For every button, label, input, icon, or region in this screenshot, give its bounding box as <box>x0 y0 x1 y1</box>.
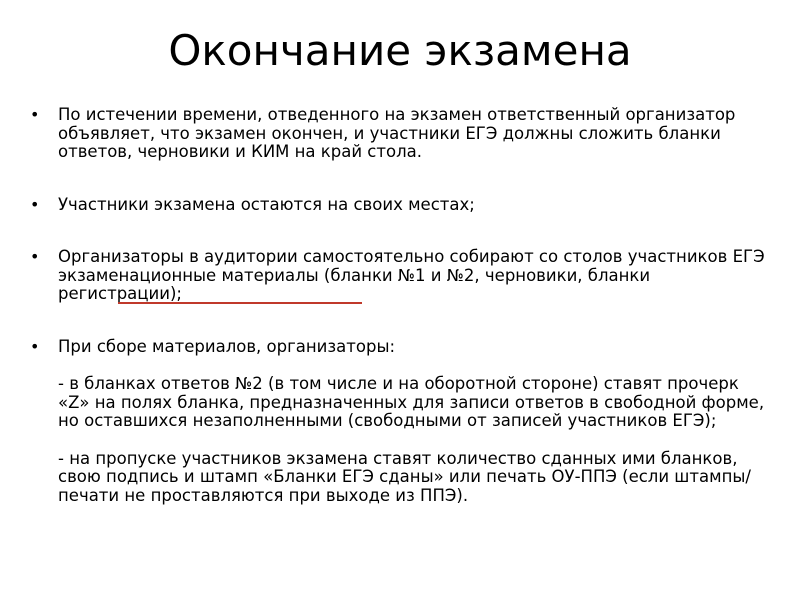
bullet-text: Организаторы в аудитории самостоятельно собирают со столов участников ЕГЭ экзаменационные материалы (бланки №1 и №2, черновики, бланки регистрации); <box>58 247 765 303</box>
bullet-text: По истечении времени, отведенного на экзамен ответственный организатор объявляет, что экзамен окончен, и участники ЕГЭ должны сложить бланки ответов, черновики и КИМ на край стола. <box>58 105 736 161</box>
bullet-item-collect-materials <box>30 248 775 304</box>
sub-paragraph-answer-forms: - в бланках ответов №2 (в том числе и на оборотной стороне) ставят прочерк «Z» на полях бланка, предназначенных для записи ответов в свободной форме, но оставшихся незаполненными (свободными от записей участников ЕГЭ); <box>58 374 765 430</box>
bullet-list <box>30 106 775 505</box>
bullet-item-collection-rules <box>30 338 775 506</box>
bullet-dot-icon: • <box>30 336 40 356</box>
bullet-text: Участники экзамена остаются на своих местах; <box>58 194 475 214</box>
bullet-item-stay-seated <box>30 196 775 215</box>
bullet-lead-text: При сборе материалов, организаторы: <box>58 336 396 356</box>
bullet-item-exam-end <box>30 106 775 162</box>
bullet-dot-icon: • <box>30 105 40 124</box>
red-annotation-underline <box>118 302 362 304</box>
bullet-dot-icon: • <box>30 247 40 266</box>
sub-paragraph-pass-stamp: - на пропуске участников экзамена ставят количество сданных ими бланков, свою подпись и штамп «Бланки ЕГЭ сданы» или печать ОУ-ППЭ (если штампы/печати не проставляются при выходе из ППЭ). <box>58 448 751 505</box>
slide-title: Окончание экзамена <box>168 26 632 75</box>
bullet-dot-icon: • <box>30 194 40 214</box>
